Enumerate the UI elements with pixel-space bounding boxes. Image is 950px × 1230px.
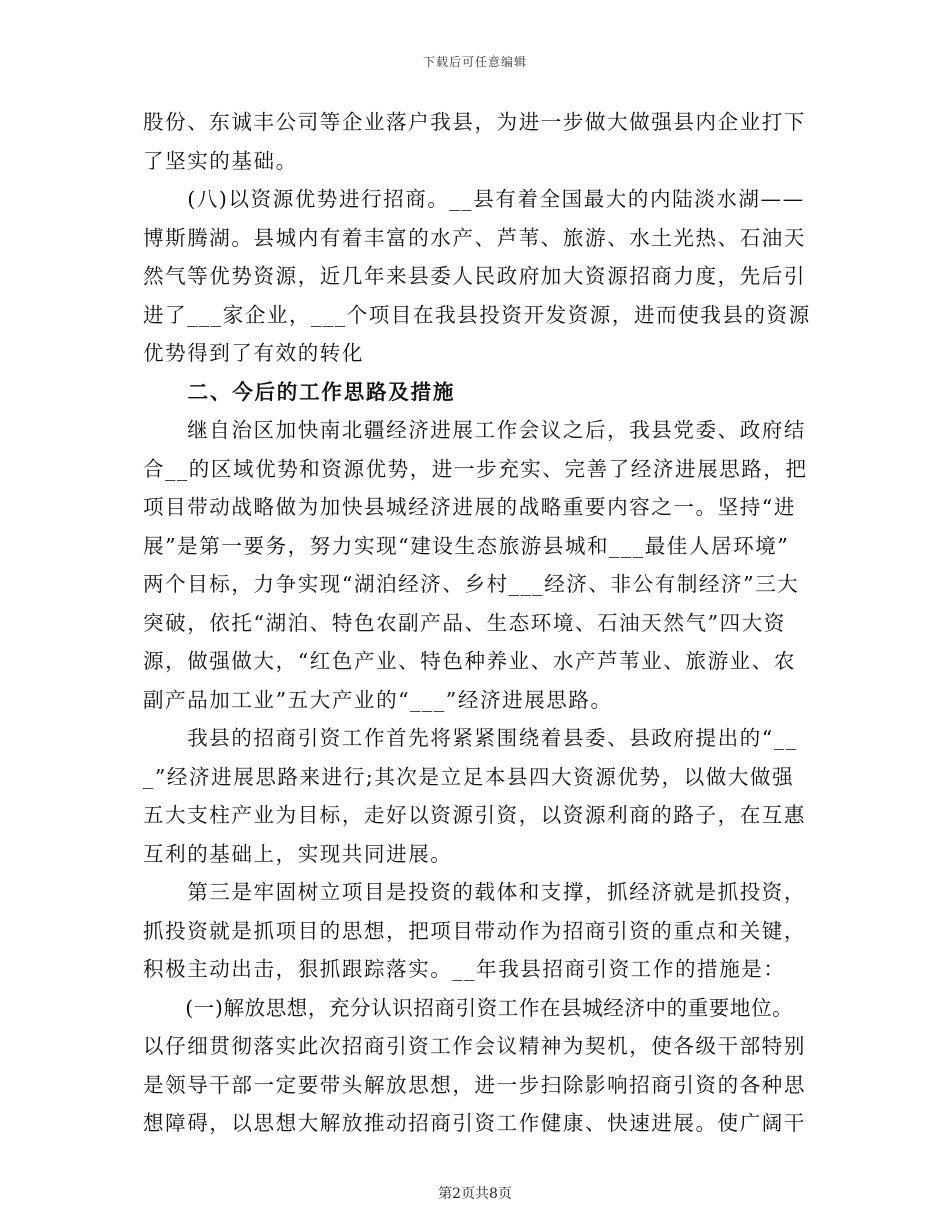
- body-line: 然气等优势资源，近几年来县委人民政府加大资源招商力度，先后引: [143, 264, 806, 288]
- body-line: 第三是牢固树立项目是投资的载体和支撑，抓经济就是抓投资，: [143, 880, 806, 904]
- page-number-footer: 第2页共8页: [438, 1186, 512, 1202]
- body-line: 股份、东诚丰公司等企业落户我县，为进一步做大做强县内企业打下: [143, 110, 806, 134]
- body-line: 合__的区域优势和资源优势，进一步充实、完善了经济进展思路，把: [143, 456, 808, 481]
- body-line: _”经济进展思路来进行;其次是立足本县四大资源优势，以做大做强: [143, 764, 795, 789]
- body-line: 展”是第一要务，努力实现“建设生态旅游县城和___最佳人居环境”: [143, 533, 790, 558]
- body-line: 积极主动出击，狠抓跟踪落实。__年我县招商引资工作的措施是：: [143, 957, 786, 981]
- body-line: (一)解放思想，充分认识招商引资工作在县城经济中的重要地位。: [143, 995, 794, 1020]
- body-line: 博斯腾湖。县城内有着丰富的水产、芦苇、旅游、水土光热、石油天: [143, 225, 806, 250]
- body-line: 继自治区加快南北疆经济进展工作会议之后，我县党委、政府结: [143, 418, 806, 442]
- body-line: 想障碍，以思想大解放推动招商引资工作健康、快速进展。使广阔干: [143, 1111, 806, 1135]
- section-heading: 二、今后的工作思路及措施: [143, 379, 456, 404]
- body-line: 抓投资就是抓项目的思想，把项目带动作为招商引资的重点和关键，: [143, 918, 806, 943]
- body-line: 进了___家企业，___个项目在我县投资开发资源，进而使我县的资源: [143, 302, 811, 327]
- body-line: 互利的基础上，实现共同进展。: [143, 841, 453, 866]
- page-header-note: 下载后可任意编辑: [422, 55, 527, 69]
- body-line: 突破，依托“湖泊、特色农副产品、生态环境、石油天然气”四大资: [143, 610, 786, 635]
- body-line: 两个目标，力争实现“湖泊经济、乡村___经济、非公有制经济”三大: [143, 572, 800, 596]
- body-line: 项目带动战略做为加快县城经济进展的战略重要内容之一。坚持“进: [143, 495, 796, 519]
- body-line: 是领导干部一定要带头解放思想，进一步扫除影响招商引资的各种思: [143, 1072, 806, 1097]
- body-line: 五大支柱产业为目标，走好以资源引资，以资源利商的路子，在互惠: [143, 803, 806, 827]
- body-line: 优势得到了有效的转化: [143, 341, 364, 365]
- body-line: (八)以资源优势进行招商。__县有着全国最大的内陆淡水湖——: [143, 187, 805, 211]
- document-body: [143, 103, 811, 1143]
- body-line: 源，做强做大，“红色产业、特色种养业、水产芦苇业、旅游业、农: [143, 649, 796, 673]
- body-line: 了坚实的基础。: [143, 148, 298, 173]
- body-line: 以仔细贯彻落实此次招商引资工作会议精神为契机，使各级干部特别: [143, 1034, 806, 1058]
- body-line: 副产品加工业”五大产业的“___”经济进展思路。: [143, 687, 613, 712]
- body-line: 我县的招商引资工作首先将紧紧围绕着县委、县政府提出的“__: [143, 726, 798, 750]
